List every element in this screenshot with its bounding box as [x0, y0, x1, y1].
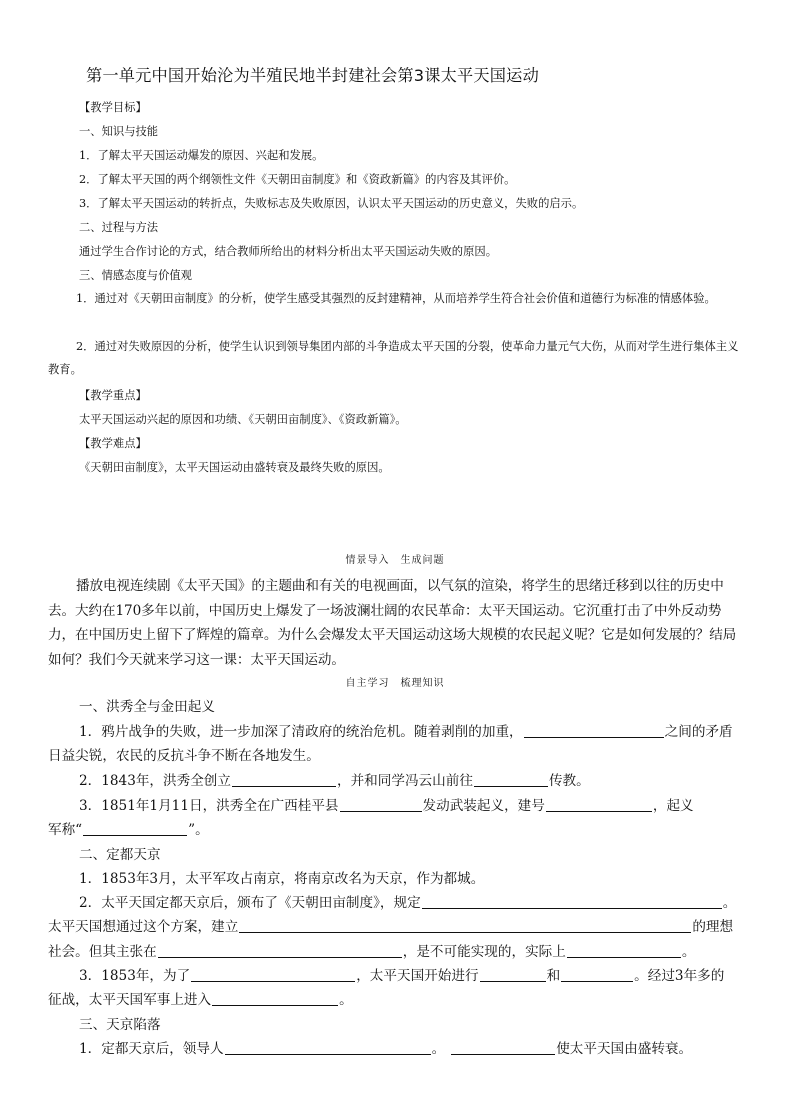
sec1-q3-text-c: ，起义 [652, 798, 694, 814]
emotion-item-2: 2．通过对失败原因的分析，使学生认识到领导集团内部的斗争造成太平天国的分裂，使革命力量元气大伤，从而对学生进行集体主义教育。 [48, 340, 739, 376]
answer-blank[interactable] [232, 772, 336, 787]
sec1-q1-line2: 日益尖锐，农民的反抗斗争不断在各地发生。 [48, 748, 320, 764]
answer-blank[interactable] [474, 772, 548, 787]
sec3-q1-text-b: 。 [431, 1041, 446, 1057]
section-2-heading: 二、定都天京 [79, 847, 161, 863]
answer-blank[interactable] [239, 918, 691, 933]
key-points-heading: 【教学重点】 [79, 389, 147, 402]
answer-blank[interactable] [158, 943, 402, 958]
sec2-q2-text-d: 的理想 [692, 919, 734, 935]
sec1-q2-text-b: ，并和同学冯云山前往 [337, 773, 473, 789]
sec2-q2-text-g: 。 [681, 944, 696, 960]
sec1-q3-text-d: 军称“ [48, 822, 83, 838]
sec3-q1-text-a: 1．定都天京后，领导人 [79, 1041, 224, 1057]
emotion-item-1: 1．通过对《天朝田亩制度》的分析，使学生感受其强烈的反封建精神，从而培养学生符合社会价值和道德行为标准的情感体验。 [76, 292, 716, 305]
key-points-text: 太平天国运动兴起的原因和功绩、《天朝田亩制度》、《资政新篇》。 [79, 413, 407, 426]
sec2-q2-text-a: 2．太平天国定都天京后，颁布了《天朝田亩制度》，规定 [79, 895, 421, 911]
answer-blank[interactable] [561, 967, 633, 982]
sec2-q3-text-a: 3．1853年，为了 [79, 968, 191, 984]
sec2-q2-text-e: 社会。但其主张在 [48, 944, 157, 960]
knowledge-item-2: 2．了解太平天国的两个纲领性文件《天朝田亩制度》和《资政新篇》的内容及其评价。 [79, 173, 516, 186]
sec1-q3-text-e: ”。 [188, 822, 209, 838]
sec2-q2-text-c: 太平天国想通过这个方案，建立 [48, 919, 239, 935]
self-study-heading: 自主学习 梳理知识 [345, 678, 445, 689]
answer-blank[interactable] [524, 723, 664, 738]
sec1-q3-text-b: 发动武装起义，建号 [422, 798, 545, 814]
sec2-q3-text-d: 。经过3年多的 [634, 968, 725, 984]
sec2-q2-text-f: ，是不可能实现的，实际上 [402, 944, 566, 960]
sec3-q1-text-c: 使太平天国由盛转衰。 [556, 1041, 693, 1057]
knowledge-heading: 一、知识与技能 [79, 125, 159, 138]
sec2-q2-line2 [48, 915, 733, 940]
answer-blank[interactable] [225, 1040, 431, 1055]
intro-paragraph: 播放电视连续剧《太平天国》的主题曲和有关的电视画面，以气氛的渲染，将学生的思绪迁移到以往的历史中去。大约在170多年以前，中国历史上爆发了一场波澜壮阔的农民革命：太平天国运动。它沉重打击了中外反动势力，在中国历史上留下了辉煌的篇章。为什么会爆发太平天国运动这场大规模的农民起义呢？它是如何发展的？结局如何？我们今天就来学习这一课：太平天国运动。 [48, 578, 737, 668]
section-3-heading: 三、天京陷落 [79, 1017, 161, 1033]
sec2-q1: 1．1853年3月，太平军攻占南京，将南京改名为天京，作为都城。 [79, 871, 485, 887]
sec1-q1-text-b: 之间的矛盾 [664, 724, 733, 740]
answer-blank[interactable] [546, 797, 652, 812]
answer-blank[interactable] [480, 967, 546, 982]
process-heading: 二、过程与方法 [79, 221, 159, 234]
answer-blank[interactable] [191, 967, 355, 982]
sec2-q2-line3 [48, 940, 695, 965]
sec2-q3-line [79, 964, 724, 989]
answer-blank[interactable] [422, 894, 722, 909]
sec1-q2-line [79, 769, 590, 794]
sec2-q3-text-f: 。 [339, 992, 353, 1008]
sec2-q3-text-e: 征战，太平天国军事上进入 [48, 992, 212, 1008]
objectives-heading: 【教学目标】 [79, 101, 147, 114]
sec1-q3-text-a: 3．1851年1月11日，洪秀全在广西桂平县 [79, 798, 339, 814]
sec1-q3-line [79, 794, 694, 819]
answer-blank[interactable] [340, 797, 422, 812]
difficulties-heading: 【教学难点】 [79, 437, 147, 450]
difficulties-text: 《天朝田亩制度》，太平天国运动由盛转衰及最终失败的原因。 [79, 461, 390, 474]
sec2-q3-line2 [48, 988, 353, 1013]
emotion-heading: 三、情感态度与价值观 [79, 269, 192, 282]
intro-heading: 情景导入 生成问题 [345, 555, 445, 566]
sec1-q1-text-a: 1．鸦片战争的失败，进一步加深了清政府的统治危机。随着剥削的加重， [79, 724, 523, 740]
sec2-q3-text-c: 和 [546, 968, 561, 984]
sec2-q2-text-b: 。 [722, 895, 737, 911]
sec1-q2-text-c: 传教。 [548, 773, 590, 789]
page-title: 第一单元中国开始沦为半殖民地半封建社会第3课太平天国运动 [86, 66, 539, 85]
section-1-heading: 一、洪秀全与金田起义 [79, 699, 215, 715]
sec1-q1-line [79, 720, 733, 745]
answer-blank[interactable] [83, 821, 187, 836]
sec2-q3-text-b: ，太平天国开始进行 [356, 968, 479, 984]
sec3-q1-line [79, 1037, 692, 1062]
sec1-q3-line2 [48, 818, 209, 843]
knowledge-item-1: 1．了解太平天国运动爆发的原因、兴起和发展。 [79, 149, 324, 162]
sec2-q2-line [79, 891, 736, 916]
answer-blank[interactable] [567, 943, 681, 958]
knowledge-item-3: 3．了解太平天国运动的转折点，失败标志及失败原因，认识太平天国运动的历史意义，失败的启示。 [79, 197, 584, 210]
sec1-q2-text-a: 2．1843年，洪秀全创立 [79, 773, 231, 789]
answer-blank[interactable] [212, 991, 338, 1006]
answer-blank[interactable] [451, 1040, 555, 1055]
process-text: 通过学生合作讨论的方式，结合教师所给出的材料分析出太平天国运动失败的原因。 [79, 245, 497, 258]
